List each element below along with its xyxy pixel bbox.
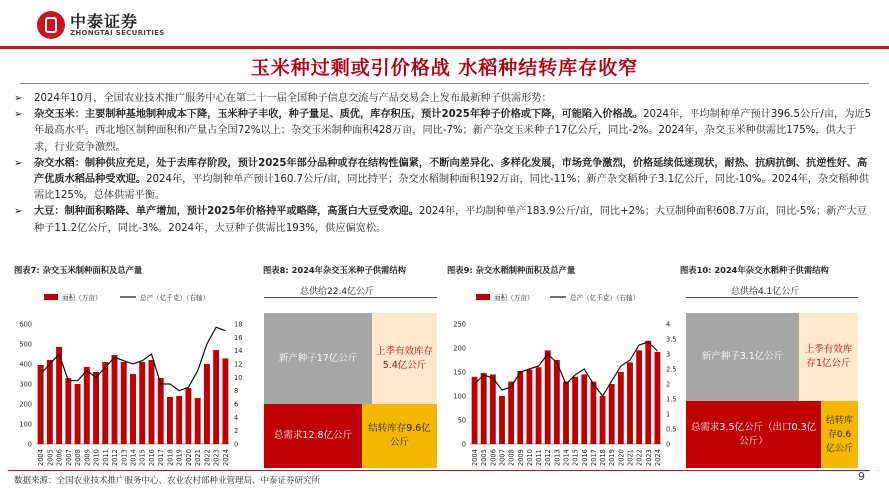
bar — [609, 384, 615, 444]
bullet-item — [12, 107, 872, 156]
bar — [176, 396, 182, 444]
y-right-tick-label: 6 — [234, 400, 239, 409]
x-tick-label: 2013 — [120, 449, 129, 466]
bar — [655, 352, 661, 444]
bullet-text: 2024年，平均制种单产183.9公斤/亩，同比+2%；大豆制种面积608.7万亩，同比-5%；新产大豆种子11.2亿公斤，同比-3%。2024年，大豆种子供需比193%，供应偏宽松。 — [34, 206, 867, 234]
data-source: 数据来源：全国农业技术推广服务中心、农业农村部种业管理局、中泰证券研究所 — [14, 476, 321, 486]
legend-area-label: 面积（万亩） — [494, 294, 534, 302]
fig8-carryover-block: 上季有效库存5.4亿公斤 — [372, 313, 437, 404]
header-divider — [0, 46, 889, 49]
x-tick-label: 2006 — [55, 449, 64, 466]
bullet-text: 2024年，平均制种单产预计160.7公斤/亩，同比持平；杂交水稻制种面积192万亩，同比-11%；新产杂交稻种子3.1亿公斤，同比-10%。2024年，杂交稻种供需比125%，总体供需平衡。 — [34, 174, 869, 202]
bar — [472, 377, 478, 444]
bar — [102, 362, 108, 444]
x-tick-label: 2014 — [129, 449, 138, 466]
x-tick-label: 2004 — [37, 449, 46, 466]
y-left-tick-label: 100 — [19, 420, 32, 429]
fig10-new-seed-block: 新产种子3.1亿公斤 — [686, 313, 799, 401]
y-right-tick-label: 14 — [234, 347, 243, 356]
fig8-demand-block: 总需求12.8亿公斤 — [264, 404, 362, 468]
bar — [185, 388, 191, 444]
y-right-tick-label: 0 — [666, 440, 671, 449]
x-tick-label: 2008 — [507, 449, 516, 466]
y-right-tick-label: 2.5 — [666, 365, 677, 374]
bullet-marker-icon: ➢ — [14, 109, 23, 121]
bar — [130, 374, 136, 444]
y-right-tick-label: 8 — [234, 387, 239, 396]
x-tick-label: 2024 — [221, 449, 230, 466]
bullet-item — [12, 204, 872, 236]
company-name: 中泰证券 — [70, 12, 139, 31]
y-left-tick-label: 400 — [19, 360, 32, 369]
bar — [618, 372, 624, 444]
y-right-tick-label: 4 — [234, 413, 239, 422]
x-tick-label: 2021 — [626, 449, 635, 466]
bar — [167, 397, 173, 444]
y-right-tick-label: 10 — [234, 373, 243, 382]
x-tick-label: 2006 — [489, 449, 498, 466]
bar — [75, 384, 81, 444]
x-tick-label: 2012 — [111, 449, 120, 466]
legend-total-label: 总产（亿千克）（右轴） — [140, 294, 210, 302]
y-right-tick-label: 3 — [666, 350, 671, 359]
x-tick-label: 2018 — [166, 449, 175, 466]
bullet-marker-icon: ➢ — [14, 206, 23, 218]
y-right-tick-label: 2 — [666, 380, 671, 389]
y-left-tick-label: 200 — [19, 400, 32, 409]
x-tick-label: 2007 — [498, 449, 507, 466]
fig10-title: 图表10: 2024年杂交水稻种子供需结构 — [680, 265, 829, 275]
x-tick-label: 2021 — [194, 449, 203, 466]
bullet-marker-icon: ➢ — [14, 157, 23, 169]
bar — [517, 371, 523, 444]
fig9-title: 图表9: 杂交水稻制种面积及总产量 — [447, 265, 576, 275]
x-tick-label: 2004 — [471, 449, 480, 466]
y-left-tick-label: 0 — [461, 440, 466, 449]
bar — [38, 365, 44, 444]
x-tick-label: 2020 — [184, 449, 193, 466]
bar — [600, 396, 606, 444]
bar — [490, 374, 496, 444]
y-left-tick-label: 300 — [19, 380, 32, 389]
x-tick-label: 2017 — [157, 449, 166, 466]
y-right-tick-label: 3.5 — [666, 335, 677, 344]
title-divider — [20, 83, 869, 84]
y-right-tick-label: 1 — [666, 410, 671, 419]
x-tick-label: 2015 — [138, 449, 147, 466]
fig10-subtitle: 总供给4.1亿公斤 — [731, 287, 800, 297]
y-right-tick-label: 18 — [234, 320, 243, 329]
x-tick-label: 2015 — [571, 449, 580, 466]
x-tick-label: 2018 — [599, 449, 608, 466]
bar — [195, 398, 201, 444]
y-right-tick-label: 12 — [234, 360, 243, 369]
x-tick-label: 2014 — [562, 449, 571, 466]
x-tick-label: 2012 — [544, 449, 553, 466]
bullet-lead-text: 杂交玉米：主要制种基地制种成本下降，玉米种子丰收，种子量足、质优，库存积压，预计2025年种子价格或下降，可能陷入价格战。 — [34, 109, 644, 121]
x-tick-label: 2016 — [147, 449, 156, 466]
bar — [222, 358, 228, 444]
y-left-tick-label: 250 — [453, 320, 466, 329]
bar — [149, 360, 155, 444]
bullet-lead-text: 大豆：制种面积略降、单产增加，预计2025年价格持平或略降，高蛋白大豆受欢迎。 — [34, 206, 419, 218]
fig8-ending-block: 结转库存9.6亿公斤 — [362, 404, 437, 468]
y-right-tick-label: 4 — [666, 320, 671, 329]
x-tick-label: 2010 — [92, 449, 101, 466]
bar — [499, 396, 505, 444]
y-left-tick-label: 200 — [453, 344, 466, 353]
bar — [636, 350, 642, 444]
x-tick-label: 2010 — [525, 449, 534, 466]
fig10-carryover-block: 上季有效库存1亿公斤 — [799, 313, 858, 401]
y-right-tick-label: 2 — [234, 427, 239, 436]
bar — [536, 367, 542, 444]
fig7-title: 图表7: 杂交玉米制种面积及总产量 — [14, 265, 143, 275]
bullet-text: 2024年10月，全国农业技术推广服务中心在第二十一届全国种子信息交流与产品交易会上发布最新种子供需形势： — [34, 93, 552, 104]
fig10-demand-block: 总需求3.5亿公斤（出口0.3亿公斤） — [686, 401, 821, 468]
y-right-tick-label: 1.5 — [666, 395, 677, 404]
legend-area-swatch — [476, 294, 490, 300]
bar — [84, 367, 90, 444]
bullet-item — [12, 156, 872, 205]
legend-area-swatch — [44, 294, 58, 300]
bullet-text: 2024年，平均制种单产预计396.5公斤/亩，为近5年最高水平。西北地区制种面积和产量占全国72%以上；杂交玉米制种面积428万亩，同比-7%；新产杂交玉米种子17亿公斤，同比-2%。2024年，杂交玉米种供需比175%，供大于求，行业竞争激烈。 — [34, 109, 872, 153]
y-right-tick-label: 0.5 — [666, 425, 677, 434]
company-logo-icon — [37, 11, 65, 39]
fig8-subtitle: 总供给22.4亿公斤 — [300, 287, 375, 297]
fig10-bracket — [686, 297, 858, 298]
fig8-new-seed-block: 新产种子17亿公斤 — [264, 313, 372, 404]
fig8-bracket — [264, 297, 437, 298]
x-tick-label: 2011 — [101, 449, 110, 466]
x-tick-label: 2023 — [212, 449, 221, 466]
bullet-marker-icon: ➢ — [14, 93, 23, 104]
y-left-tick-label: 500 — [19, 340, 32, 349]
x-tick-label: 2007 — [64, 449, 73, 466]
bar — [572, 377, 578, 444]
y-left-tick-label: 50 — [457, 416, 466, 425]
bar — [204, 364, 210, 444]
fig8-title: 图表8: 2024年杂交玉米种子供需结构 — [263, 265, 406, 275]
company-name-en: ZHONGTAI SECURITIES — [70, 29, 165, 37]
legend-total-label: 总产（亿千克）（右轴） — [570, 294, 640, 302]
y-left-tick-label: 0 — [27, 440, 32, 449]
bullet-item — [12, 91, 872, 107]
bar — [139, 362, 145, 444]
x-tick-label: 2013 — [553, 449, 562, 466]
x-tick-label: 2008 — [74, 449, 83, 466]
y-right-tick-label: 0 — [234, 440, 239, 449]
bar — [213, 350, 219, 444]
bar — [481, 373, 487, 444]
y-left-tick-label: 600 — [19, 320, 32, 329]
bar — [581, 374, 587, 444]
x-tick-label: 2023 — [644, 449, 653, 466]
fig10-ending-block: 结转库存0.6亿公斤 — [821, 401, 858, 468]
x-tick-label: 2016 — [580, 449, 589, 466]
bar — [47, 360, 53, 444]
bar — [563, 382, 569, 444]
y-left-tick-label: 150 — [453, 368, 466, 377]
bar — [112, 355, 118, 444]
bar — [527, 370, 533, 444]
bar — [158, 378, 164, 444]
bar — [591, 382, 597, 444]
y-right-tick-label: 16 — [234, 333, 243, 342]
bar — [508, 382, 514, 444]
fig7-chart — [8, 288, 250, 472]
bar — [645, 341, 651, 444]
x-tick-label: 2005 — [46, 449, 55, 466]
x-tick-label: 2009 — [516, 449, 525, 466]
bar — [121, 362, 127, 444]
x-tick-label: 2009 — [83, 449, 92, 466]
y-left-tick-label: 100 — [453, 392, 466, 401]
x-tick-label: 2019 — [175, 449, 184, 466]
footer-divider — [8, 470, 870, 471]
x-tick-label: 2020 — [617, 449, 626, 466]
legend-area-label: 面积（万亩） — [62, 294, 102, 302]
bar — [554, 360, 560, 444]
x-tick-label: 2017 — [589, 449, 598, 466]
x-tick-label: 2022 — [635, 449, 644, 466]
bar — [545, 350, 551, 444]
x-tick-label: 2011 — [535, 449, 544, 466]
bar — [65, 378, 71, 444]
x-tick-label: 2024 — [653, 449, 662, 466]
bullet-list — [12, 91, 872, 237]
page-number: 9 — [858, 470, 865, 483]
bullet-lead-text: 杂交水稻：制种供应充足，处于去库存阶段，预计2025年部分品种或存在结构性偏紧，不断向差异化、多样化发展，市场竞争激烈，价格延续低迷现状，耐热、抗病抗倒、抗逆性好、高产优质水稻品种受欢迎。 — [34, 157, 868, 186]
slide-title: 玉米种过剩或引价格战 水稻种结转库存收窄 — [250, 57, 639, 79]
x-tick-label: 2019 — [608, 449, 617, 466]
fig9-chart — [444, 288, 679, 472]
bar — [627, 362, 633, 444]
x-tick-label: 2022 — [203, 449, 212, 466]
bar — [93, 372, 99, 444]
x-tick-label: 2005 — [480, 449, 489, 466]
